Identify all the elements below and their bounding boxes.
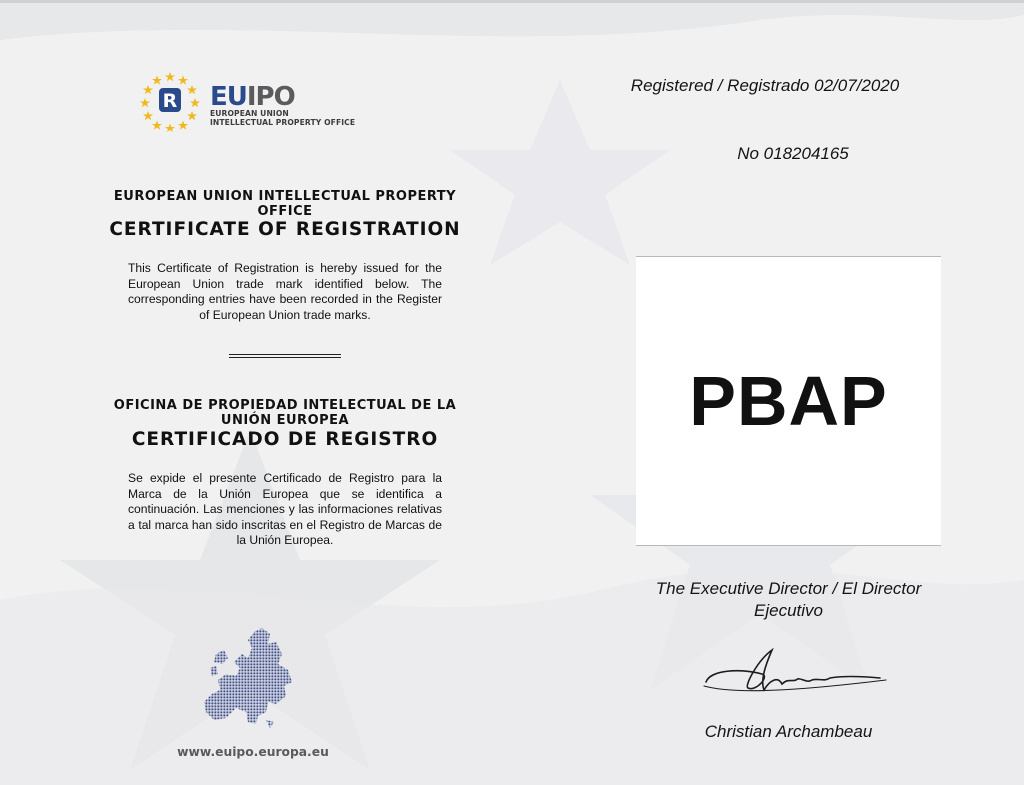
top-border <box>0 0 1024 3</box>
certificate-title-en: CERTIFICATE OF REGISTRATION <box>109 219 461 240</box>
trademark-text: PBAP <box>689 362 888 440</box>
certificate-body-es: Se expide el presente Certificado de Registro para la Marca de la Unión Europea que se identifica a continuación. Las menciones y las informaciones relativas a tal marca han sido inscritas en el Registro de Marcas de la Unión Europea. <box>128 471 442 548</box>
bg-wave-top <box>0 0 1024 40</box>
divider-line-1 <box>229 354 341 355</box>
office-heading-en: EUROPEAN UNION INTELLECTUAL PROPERTY OFFICE <box>113 189 457 219</box>
divider-line-2 <box>229 357 341 358</box>
svg-text:R: R <box>162 90 178 112</box>
trademark-box <box>636 256 941 546</box>
signature-image <box>700 640 890 700</box>
logo-ipo: IPO <box>246 82 295 112</box>
logo-wordmark <box>210 84 355 110</box>
office-heading-es: OFICINA DE PROPIEDAD INTELECTUAL DE LA UNIÓN EUROPEA <box>113 398 457 428</box>
signatory-name: Christian Archambeau <box>704 722 873 741</box>
logo-subtitle-1: EUROPEAN UNION <box>210 109 289 118</box>
euipo-logo <box>138 68 368 132</box>
executive-director-title: The Executive Director / El Director Ejecutivo <box>655 579 922 620</box>
logo-text <box>210 84 355 127</box>
registration-date: Registered / Registrado 02/07/2020 <box>630 76 900 95</box>
logo-eu: EU <box>210 82 247 112</box>
website-link[interactable]: www.euipo.europa.eu <box>177 745 329 759</box>
certificate-body-en: This Certificate of Registration is hereby issued for the European Union trade mark identified below. The corresponding entries have been recorded in the Register of European Union trade marks. <box>128 261 442 322</box>
eu-map-icon <box>196 624 306 734</box>
certificate-title-es: CERTIFICADO DE REGISTRO <box>131 429 439 450</box>
registration-number: No 018204165 <box>737 144 849 163</box>
logo-subtitle-2: INTELLECTUAL PROPERTY OFFICE <box>210 117 356 127</box>
euipo-logo-emblem <box>138 68 208 132</box>
